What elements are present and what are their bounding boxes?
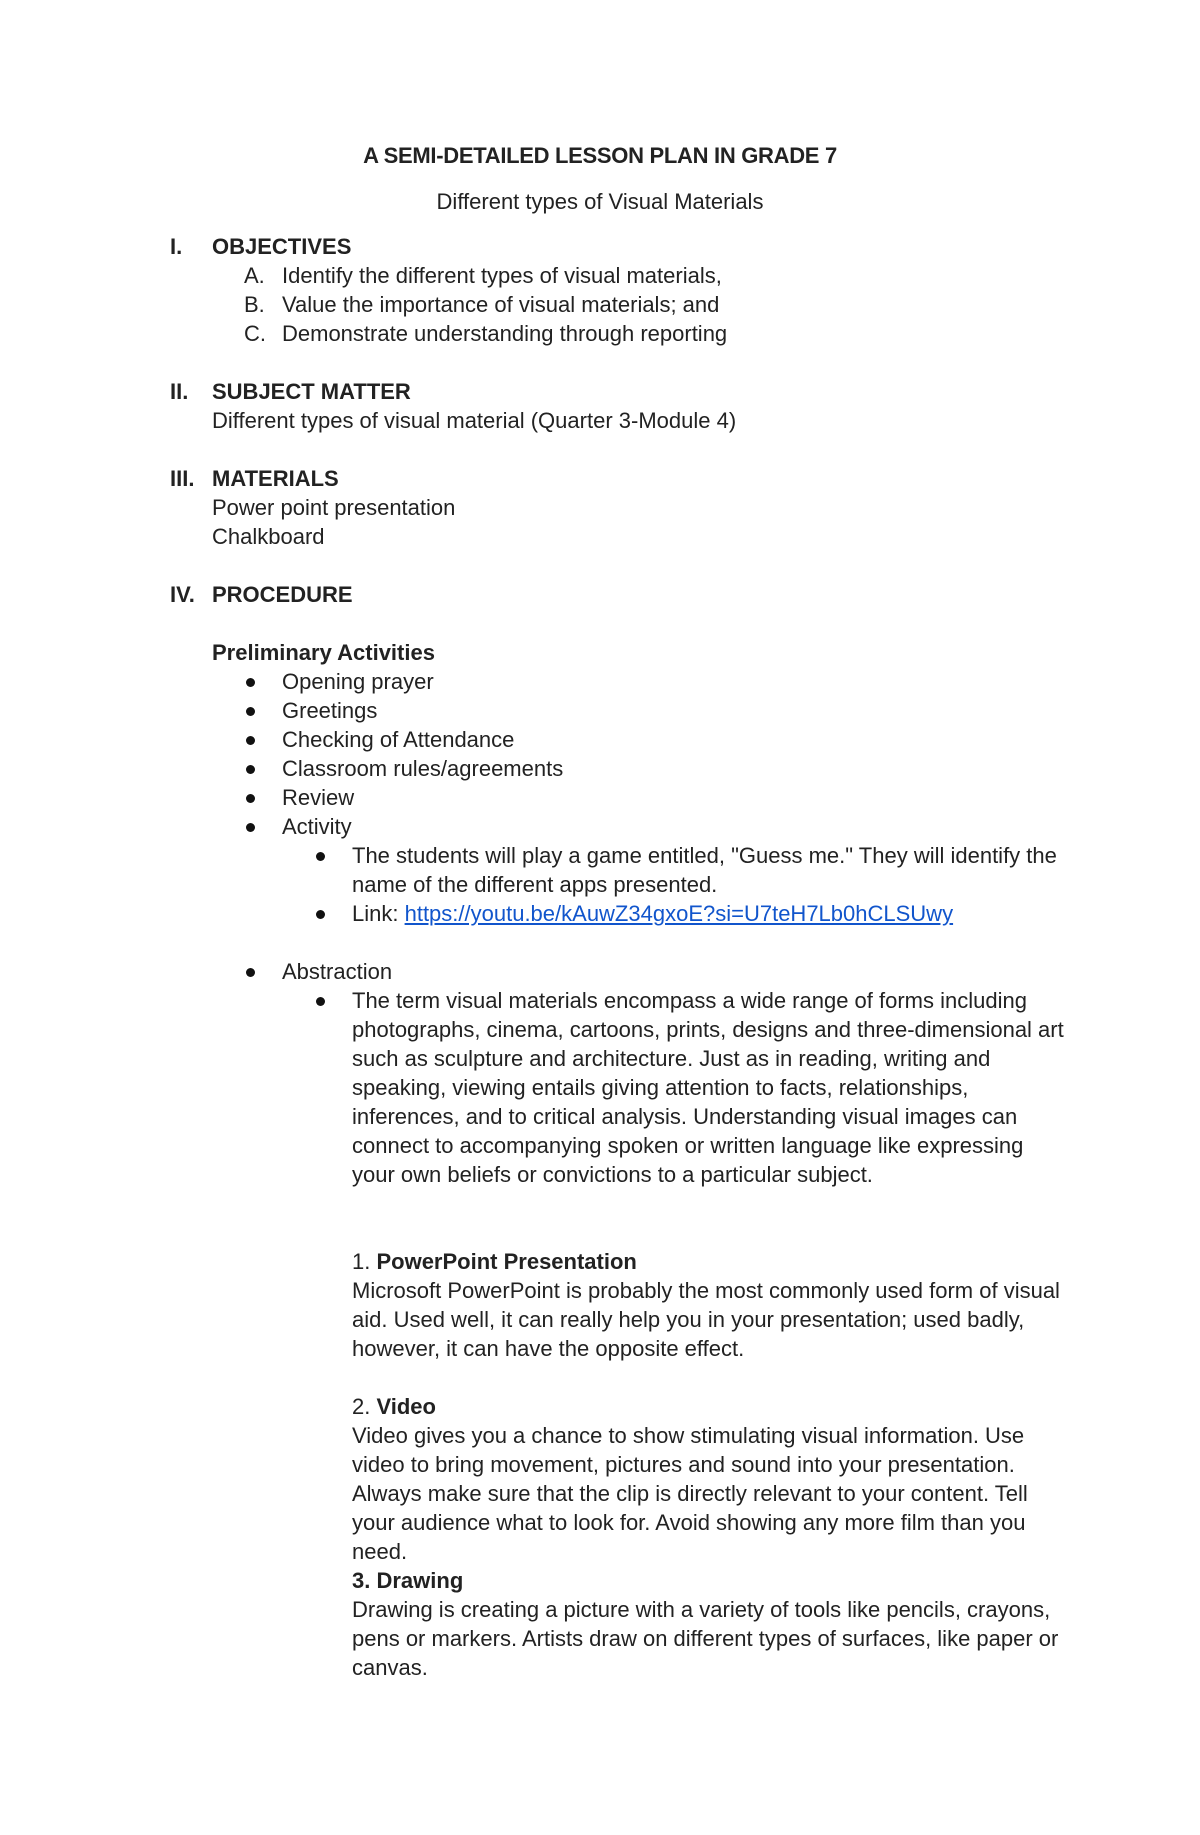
list-item: Classroom rules/agreements [282, 756, 564, 781]
bullet-icon [246, 736, 255, 745]
objective-text: Value the importance of visual materials; and [282, 292, 720, 317]
list-item: Opening prayer [282, 669, 434, 694]
section-number-materials: III. [170, 466, 195, 491]
objective-label: C. [244, 321, 266, 346]
section-heading-objectives: OBJECTIVES [212, 234, 352, 259]
list-item: Checking of Attendance [282, 727, 515, 752]
objective-label: A. [244, 263, 265, 288]
visual-type-title: Video [376, 1394, 436, 1419]
preliminary-activities-heading: Preliminary Activities [212, 640, 435, 665]
bullet-icon [316, 852, 325, 861]
section-heading-materials: MATERIALS [212, 466, 339, 491]
bullet-icon [246, 823, 255, 832]
visual-type-heading [352, 1392, 1072, 1421]
page-title: A SEMI-DETAILED LESSON PLAN IN GRADE 7 [363, 143, 837, 168]
section-heading-subject-matter: SUBJECT MATTER [212, 379, 411, 404]
visual-type-title: PowerPoint Presentation [376, 1249, 637, 1274]
section-number-objectives: I. [170, 234, 183, 259]
section-number-procedure: IV. [170, 582, 195, 607]
list-item: Greetings [282, 698, 378, 723]
subject-matter-text: Different types of visual material (Quarter 3-Module 4) [212, 408, 737, 433]
section-number-subject-matter: II. [170, 379, 189, 404]
objective-label: B. [244, 292, 265, 317]
visual-type-number: 1. [352, 1249, 377, 1274]
bullet-icon [246, 968, 255, 977]
visual-type-description: Drawing is creating a picture with a variety of tools like pencils, crayons, pens or markers. Artists draw on different types of surfaces, like paper or canvas. [352, 1597, 1059, 1680]
list-item: Review [282, 785, 355, 810]
visual-type-number: 3. [352, 1568, 377, 1593]
objective-item [244, 290, 719, 319]
link-label: Link: [352, 901, 405, 926]
activity-description: The students will play a game entitled, "Guess me." They will identify the name of the different apps presented. [352, 843, 1057, 897]
bullet-icon [246, 678, 255, 687]
activity-link-line [352, 899, 1072, 928]
bullet-icon [316, 910, 325, 919]
bullet-icon [246, 707, 255, 716]
objective-item [244, 261, 722, 290]
visual-type-heading [352, 1566, 1072, 1595]
visual-type-description: Microsoft PowerPoint is probably the most commonly used form of visual aid. Used well, it can really help you in your presentation; used badly, however, it can have the opposite effect. [352, 1278, 1060, 1361]
bullet-icon [246, 794, 255, 803]
section-heading-procedure: PROCEDURE [212, 582, 353, 607]
material-item: Power point presentation [212, 495, 456, 520]
material-item: Chalkboard [212, 524, 325, 549]
objective-item [244, 319, 727, 348]
objective-text: Demonstrate understanding through reporting [282, 321, 728, 346]
video-link[interactable]: https://youtu.be/kAuwZ34gxoE?si=U7teH7Lb0hCLSUwy [404, 901, 954, 926]
visual-type-title: Drawing [376, 1568, 464, 1593]
bullet-icon [316, 997, 325, 1006]
list-item: Abstraction [282, 959, 393, 984]
visual-type-heading [352, 1247, 1072, 1276]
bullet-icon [246, 765, 255, 774]
list-item: Activity [282, 814, 352, 839]
abstraction-text: The term visual materials encompass a wide range of forms including photographs, cinema, cartoons, prints, designs and three-dimensional art such as sculpture and architecture. Just as in reading, writing and speaking, viewing entails giving attention to facts, relationships, inferences, and to critical analysis. Understanding visual images can connect to accompanying spoken or written language like expressing your own beliefs or convictions to a particular subject. [352, 988, 1064, 1187]
visual-type-number: 2. [352, 1394, 377, 1419]
objective-text: Identify the different types of visual materials, [282, 263, 722, 288]
visual-type-description: Video gives you a chance to show stimulating visual information. Use video to bring movement, pictures and sound into your presentation. Always make sure that the clip is directly relevant to your content. Tell your audience what to look for. Avoid showing any more film than you need. [352, 1423, 1028, 1564]
page-subtitle: Different types of Visual Materials [436, 189, 764, 214]
